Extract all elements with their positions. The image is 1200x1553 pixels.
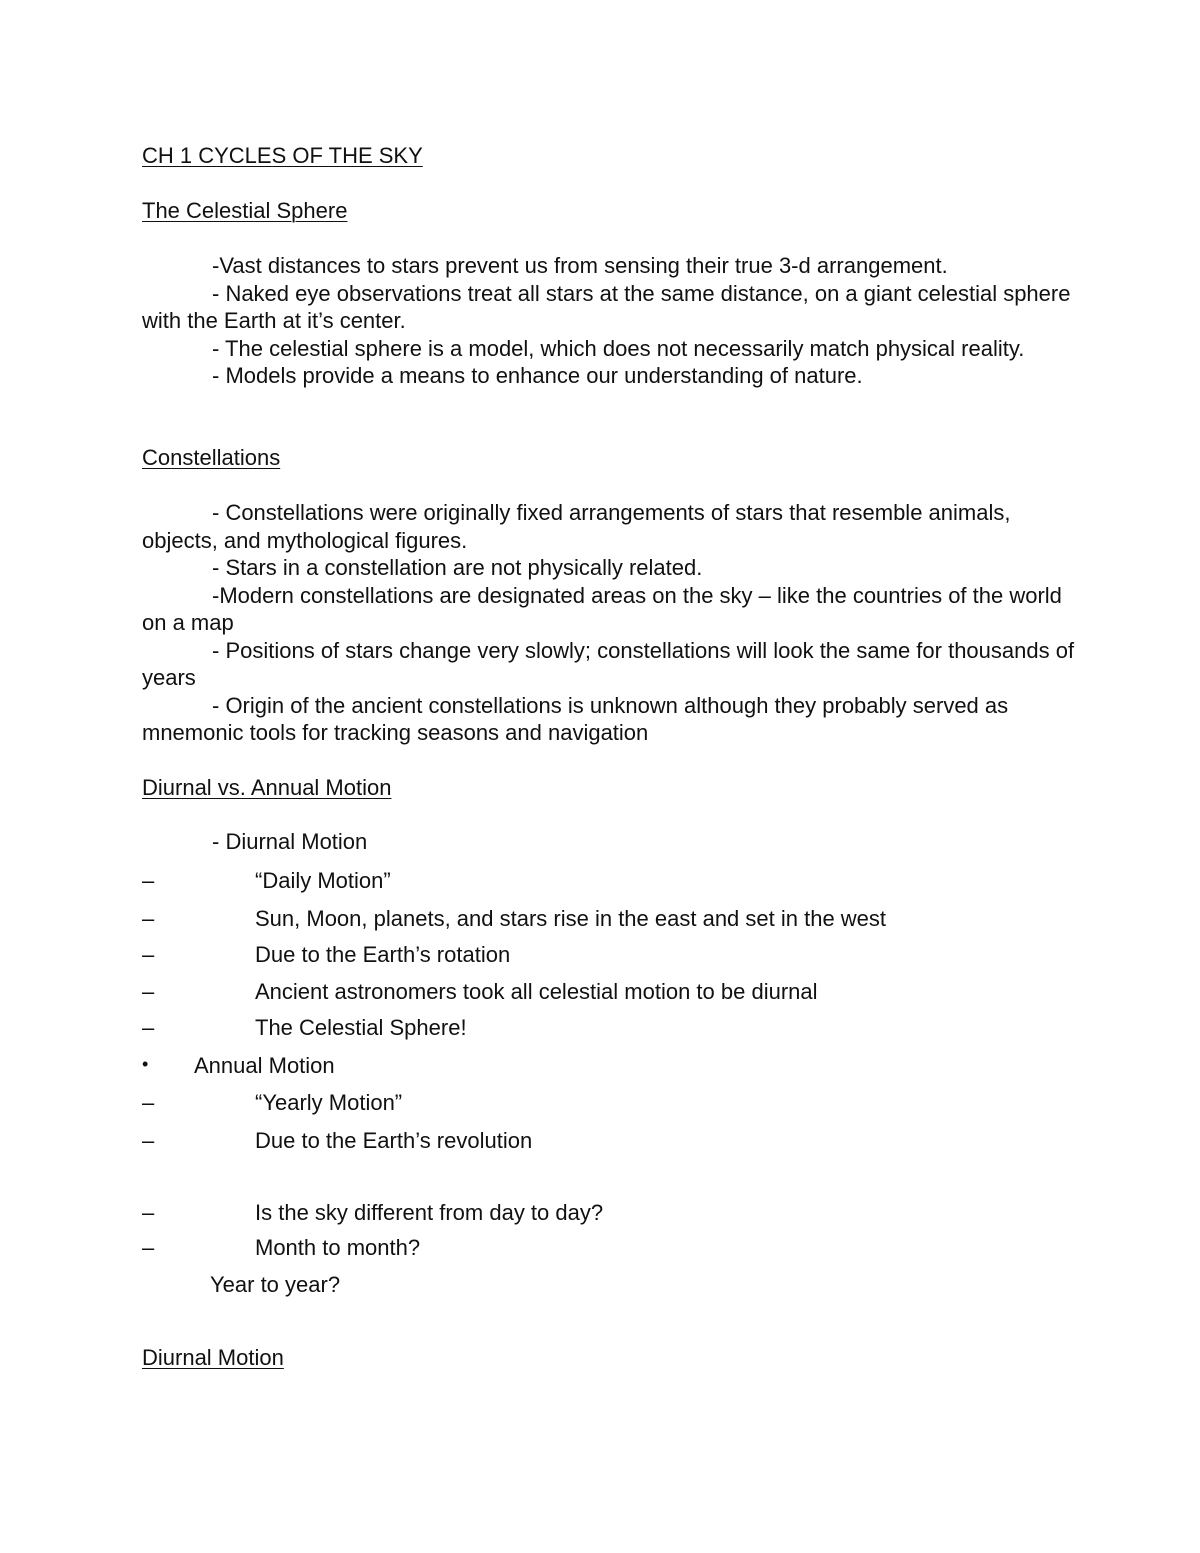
- section-heading-diurnal-vs-annual: Diurnal vs. Annual Motion: [142, 775, 392, 800]
- paragraph: - Origin of the ancient constellations is unknown although they probably served as mnemonic tools for tracking seasons and navigation: [142, 692, 1009, 745]
- section-body-celestial-sphere: [142, 252, 1082, 390]
- dash-marker: –: [142, 1200, 155, 1225]
- list-item-text: Due to the Earth’s rotation: [255, 942, 511, 967]
- list-item-text: Month to month?: [255, 1235, 421, 1260]
- dash-marker: –: [142, 906, 155, 931]
- dash-marker: –: [142, 1128, 155, 1153]
- paragraph: - Models provide a means to enhance our understanding of nature.: [212, 363, 863, 388]
- section-heading-diurnal-motion: Diurnal Motion: [142, 1345, 284, 1370]
- dash-marker: –: [142, 979, 155, 1004]
- bullet-marker: •: [142, 1054, 149, 1074]
- list-item-text: Sun, Moon, planets, and stars rise in the east and set in the west: [255, 906, 887, 931]
- list-item-text: The Celestial Sphere!: [255, 1015, 467, 1040]
- list-item-text: Is the sky different from day to day?: [255, 1200, 604, 1225]
- closing-question: Year to year?: [210, 1272, 341, 1297]
- list-item-text: “Daily Motion”: [255, 868, 391, 893]
- paragraph: - Positions of stars change very slowly; constellations will look the same for thousands of years: [142, 637, 1075, 690]
- dash-marker: –: [142, 868, 155, 893]
- section-heading-celestial-sphere: The Celestial Sphere: [142, 198, 348, 223]
- list-item-text: Due to the Earth’s revolution: [255, 1128, 533, 1153]
- section-heading-constellations: Constellations: [142, 445, 281, 470]
- dash-marker: –: [142, 1090, 155, 1115]
- dash-marker: –: [142, 942, 155, 967]
- paragraph: - Constellations were originally fixed arrangements of stars that resemble animals, objects, and mythological figures.: [142, 500, 1011, 553]
- paragraph: -Modern constellations are designated areas on the sky – like the countries of the world on a map: [142, 582, 1062, 635]
- list-item-text: Ancient astronomers took all celestial motion to be diurnal: [255, 979, 818, 1004]
- list-item-text: “Yearly Motion”: [255, 1090, 403, 1115]
- document-title: CH 1 CYCLES OF THE SKY: [142, 143, 423, 168]
- paragraph: - Naked eye observations treat all stars at the same distance, on a giant celestial sphere with the Earth at it’s center.: [142, 280, 1071, 333]
- section-body-constellations: [142, 499, 1082, 747]
- annual-motion-label: Annual Motion: [194, 1053, 335, 1078]
- paragraph: -Vast distances to stars prevent us from sensing their true 3-d arrangement.: [212, 253, 948, 278]
- dash-marker: –: [142, 1015, 155, 1040]
- paragraph: - The celestial sphere is a model, which does not necessarily match physical reality.: [212, 335, 1025, 361]
- paragraph: - Stars in a constellation are not physically related.: [212, 555, 703, 580]
- dash-marker: –: [142, 1235, 155, 1260]
- diurnal-motion-label: - Diurnal Motion: [212, 829, 368, 854]
